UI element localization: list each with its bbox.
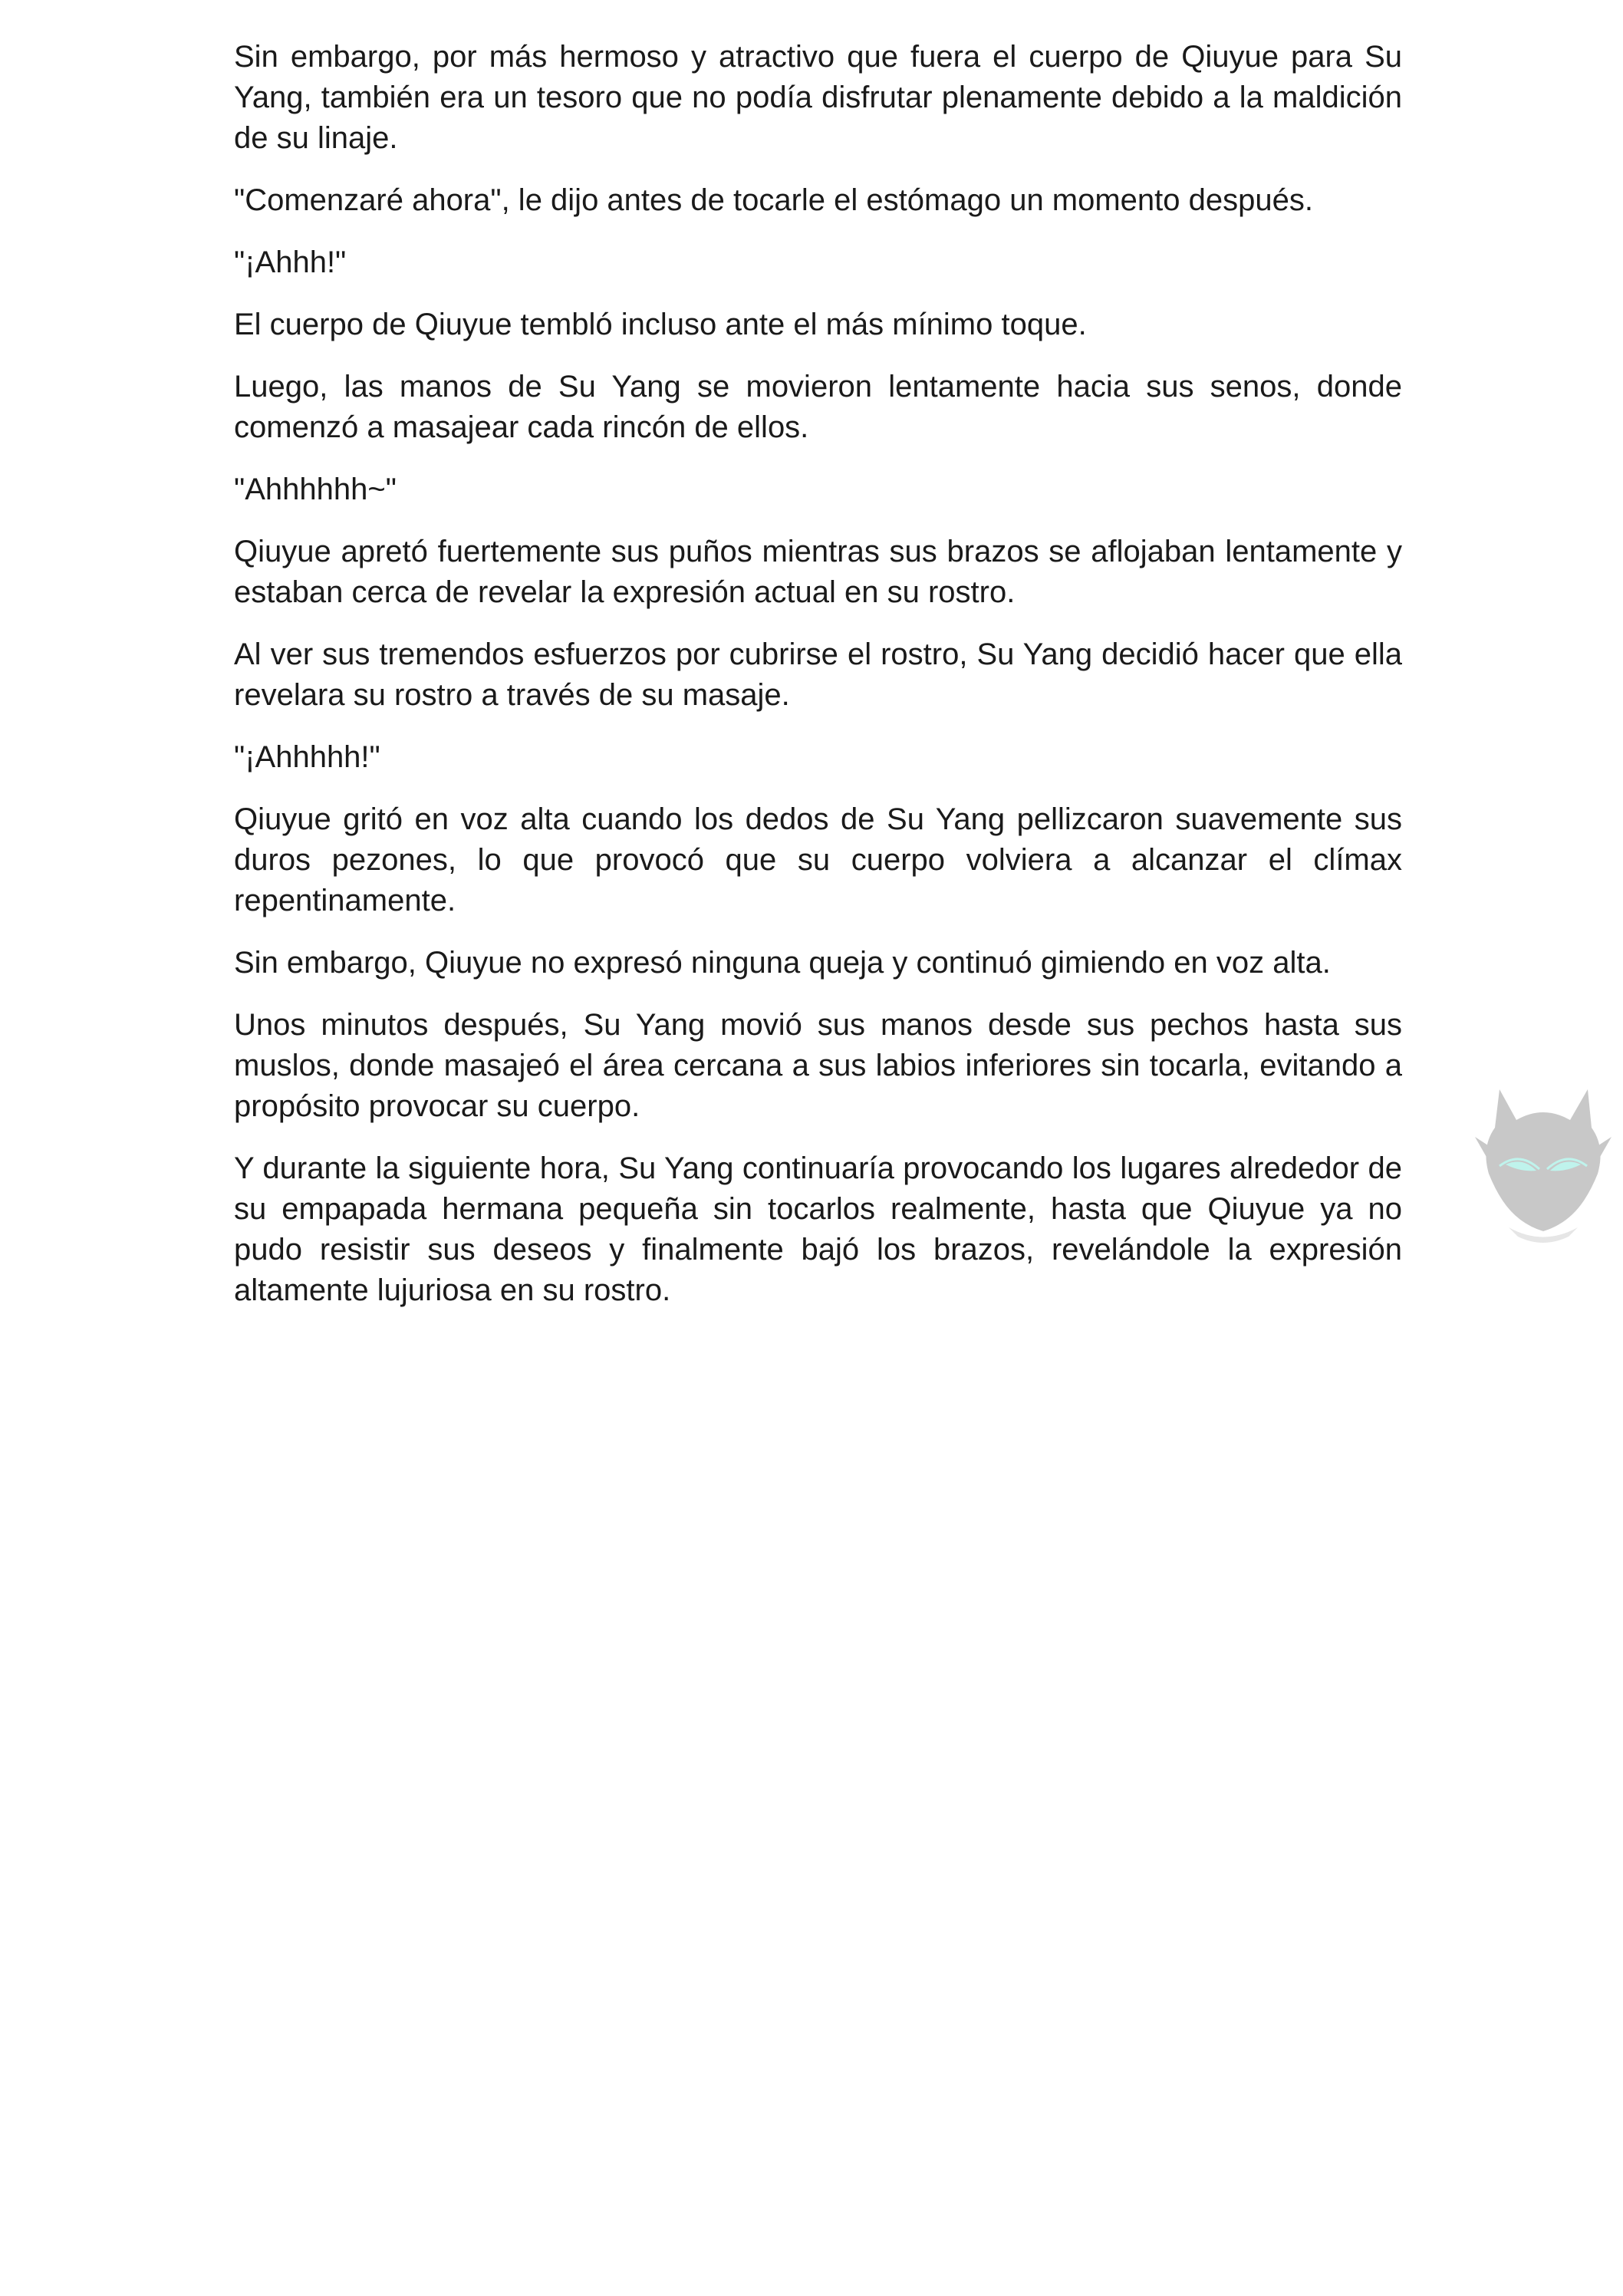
paragraph: Al ver sus tremendos esfuerzos por cubrirse el rostro, Su Yang decidió hacer que ella revelara su rostro a través de su masaje.	[234, 637, 1402, 712]
paragraph: Sin embargo, por más hermoso y atractivo que fuera el cuerpo de Qiuyue para Su Yang, también era un tesoro que no podía disfrutar plenamente debido a la maldición de su linaje.	[234, 40, 1402, 155]
paragraph: Qiuyue gritó en voz alta cuando los dedos de Su Yang pellizcaron suavemente sus duros pezones, lo que provocó que su cuerpo volviera a alcanzar el clímax repentinamente.	[234, 802, 1402, 917]
body-text	[234, 37, 1402, 1311]
paragraph: Luego, las manos de Su Yang se movieron lentamente hacia sus senos, donde comenzó a masajear cada rincón de ellos.	[234, 370, 1402, 444]
paragraph: Unos minutos después, Su Yang movió sus manos desde sus pechos hasta sus muslos, donde masajeó el área cercana a sus labios inferiores sin tocarla, evitando a propósito provocar su cuerpo.	[234, 1008, 1402, 1123]
paragraph: El cuerpo de Qiuyue tembló incluso ante el más mínimo toque.	[234, 308, 1087, 341]
paragraph: Sin embargo, Qiuyue no expresó ninguna queja y continuó gimiendo en voz alta.	[234, 946, 1331, 980]
paragraph: "¡Ahhhhh!"	[234, 740, 380, 774]
paragraph: "Ahhhhhh~"	[234, 473, 397, 506]
paragraph: "¡Ahhh!"	[234, 245, 347, 279]
paragraph: "Comenzaré ahora", le dijo antes de tocarle el estómago un momento después.	[234, 183, 1313, 217]
demon-head-icon	[1469, 1074, 1618, 1247]
paragraph: Y durante la siguiente hora, Su Yang continuaría provocando los lugares alrededor de su empapada hermana pequeña sin tocarlos realmente, hasta que Qiuyue ya no pudo resistir sus deseos y finalmente bajó los brazos, revelándole la expresión altamente lujuriosa en su rostro.	[234, 1151, 1402, 1307]
paragraph: Qiuyue apretó fuertemente sus puños mientras sus brazos se aflojaban lentamente y estaban cerca de revelar la expresión actual en su rostro.	[234, 535, 1402, 609]
